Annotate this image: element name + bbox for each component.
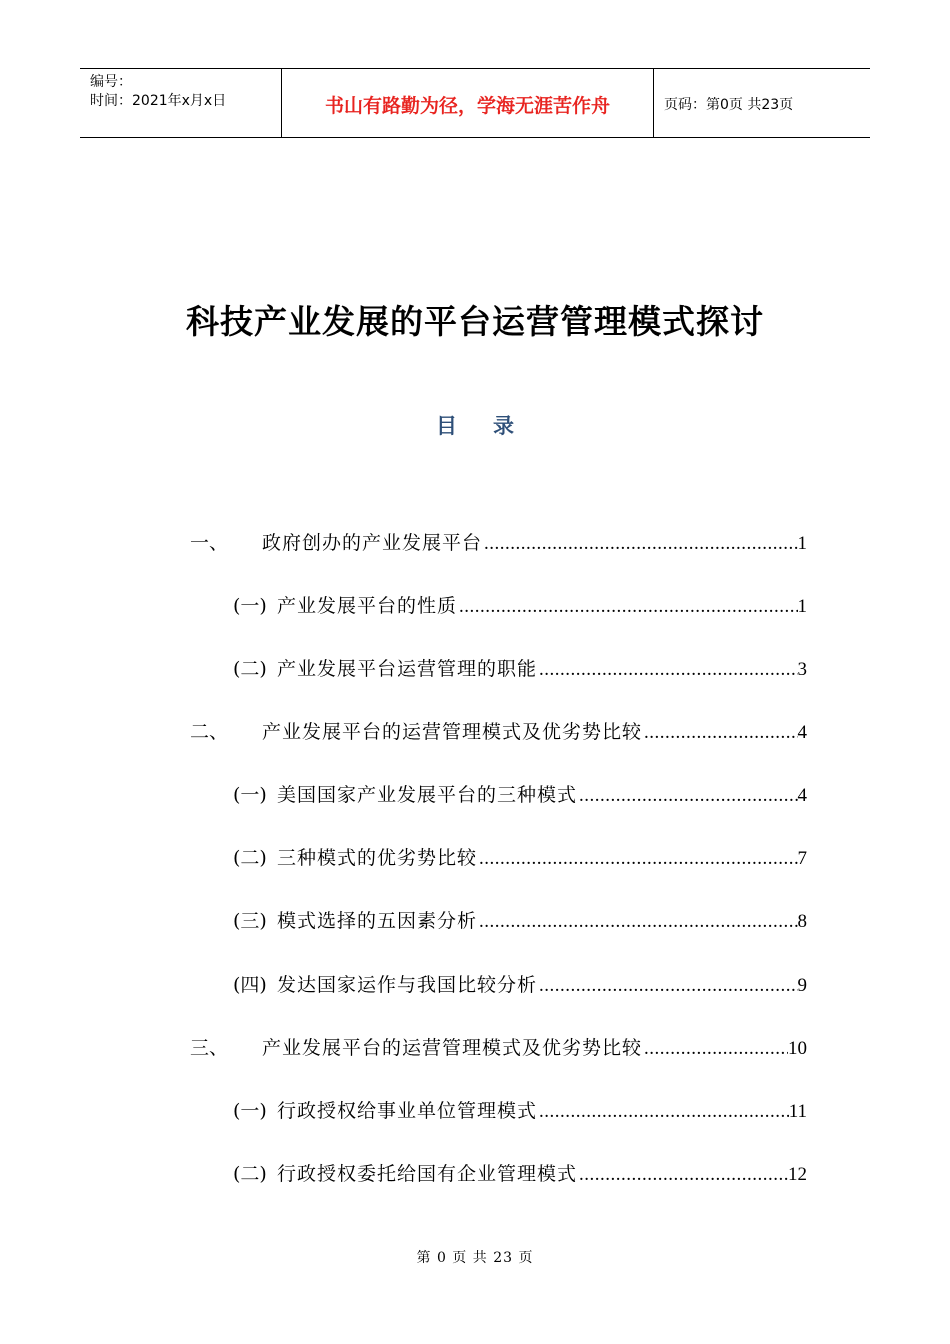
toc-entry-number: (二) [233,847,267,869]
toc-entry-number: (一) [233,595,267,617]
toc-entry[interactable] [233,1096,807,1123]
toc-leader-dots [539,975,797,997]
toc-entry-text: 模式选择的五因素分析 [277,910,478,932]
toc-entry-number: 二、 [190,721,229,743]
toc-entry-number: (三) [233,910,267,932]
toc-entry-page: 4 [797,722,807,743]
document-number-label: 编号： [90,74,132,90]
toc-entry-number: 一、 [190,532,229,554]
document-time-label: 时间：2021年x月x日 [90,93,227,109]
toc-entry[interactable] [233,970,807,997]
toc-entry-page: 8 [797,911,807,932]
toc-leader-dots [644,722,797,744]
toc-entry-page: 7 [797,848,807,869]
toc-entry-page: 3 [797,659,807,680]
toc-entry-page: 1 [797,596,807,617]
toc-entry-page: 12 [788,1164,807,1185]
toc-leader-dots [539,659,797,681]
toc-entry[interactable] [233,591,807,618]
toc-entry-text: 产业发展平台运营管理的职能 [277,658,538,680]
toc-entry-number: (四) [233,974,267,996]
toc-entry[interactable] [190,717,807,744]
toc-entry-number: 三、 [190,1037,229,1059]
toc-heading-left: 目 [436,414,457,438]
toc-entry-text: 美国国家产业发展平台的三种模式 [277,784,578,806]
header-page-info: 页码：第0页 共23页 [664,97,794,113]
toc-leader-dots [539,1101,789,1123]
toc-entry[interactable] [190,1033,807,1060]
toc-entry-number: (一) [233,1100,267,1122]
toc-leader-dots [644,1038,788,1060]
toc-entry-page: 9 [797,975,807,996]
toc-entry-page: 1 [797,533,807,554]
page-footer: 第 0 页 共 23 页 [416,1250,534,1266]
document-title: 科技产业发展的平台运营管理模式探讨 [186,302,764,341]
toc-entry[interactable] [233,843,807,870]
header-motto: 书山有路勤为径，学海无涯苦作舟 [282,69,654,137]
toc-heading [0,410,950,440]
toc-entry-text: 行政授权给事业单位管理模式 [277,1100,538,1122]
toc-entry-text: 行政授权委托给国有企业管理模式 [277,1163,578,1185]
toc-leader-dots [579,1164,788,1186]
toc-leader-dots [579,785,797,807]
toc-entry[interactable] [233,906,807,933]
toc-entry[interactable] [233,1159,807,1186]
toc-entry[interactable] [190,528,807,555]
toc-leader-dots [479,911,797,933]
toc-entry-text: 三种模式的优劣势比较 [277,847,478,869]
toc-entry-number: (一) [233,784,267,806]
toc-entry-page: 11 [788,1101,807,1122]
toc-entry-text: 产业发展平台的运营管理模式及优劣势比较 [262,1037,643,1059]
toc-leader-dots [479,848,797,870]
toc-entry[interactable] [233,780,807,807]
toc-entry-text: 发达国家运作与我国比较分析 [277,974,538,996]
toc-entry-text: 政府创办的产业发展平台 [262,532,483,554]
toc-leader-dots [459,596,797,618]
toc-leader-dots [484,533,797,555]
toc-entry[interactable] [233,654,807,681]
toc-entry-text: 产业发展平台的性质 [277,595,458,617]
document-header [80,68,870,138]
toc-heading-right: 录 [493,414,514,438]
toc-entry-page: 10 [788,1038,807,1059]
header-meta-cell [80,69,282,137]
toc-entry-number: (二) [233,1163,267,1185]
toc-entry-page: 4 [797,785,807,806]
toc-entry-number: (二) [233,658,267,680]
toc-entry-text: 产业发展平台的运营管理模式及优劣势比较 [262,721,643,743]
